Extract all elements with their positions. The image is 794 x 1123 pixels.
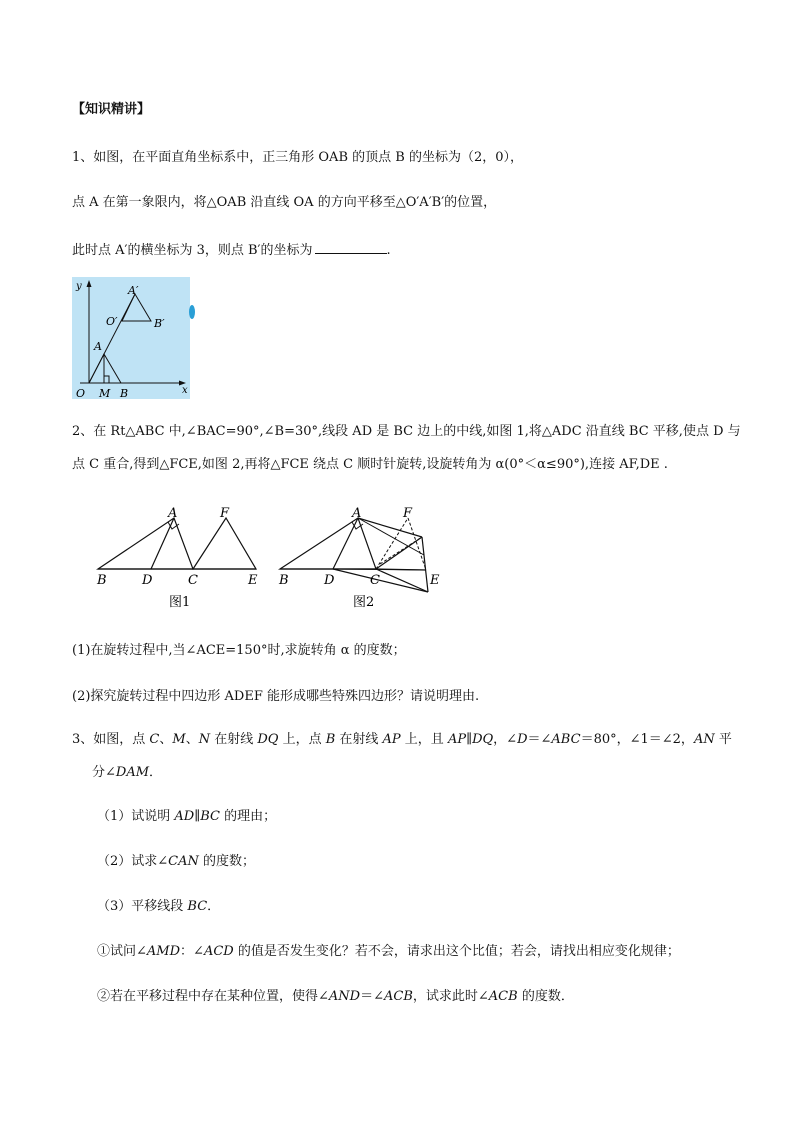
segment-af bbox=[358, 518, 422, 537]
q3-text: 分∠ bbox=[92, 765, 116, 780]
q3-item-2 bbox=[97, 988, 574, 1006]
q3-text: ＝80°，∠1＝∠2， bbox=[580, 732, 694, 747]
q3-var: D bbox=[517, 732, 528, 747]
q3-text: 上，点 bbox=[278, 732, 326, 747]
q3-var: AP bbox=[382, 732, 401, 747]
figure-caption: 图2 bbox=[353, 595, 375, 610]
q3-var: C bbox=[149, 732, 160, 747]
q3-text: ＝∠ bbox=[527, 732, 552, 747]
triangle-fce bbox=[193, 518, 256, 569]
q3-text: ，∠ bbox=[493, 732, 518, 747]
q2-sub-1: (1)在旋转过程中,当∠ACE=150°时,求旋转角 α 的度数； bbox=[72, 643, 406, 658]
label-m: M bbox=[99, 387, 111, 400]
q3-var: ABC bbox=[551, 732, 581, 747]
label-c: C bbox=[188, 573, 198, 588]
q3-text: （3）平移线段 bbox=[97, 899, 188, 914]
q2-line-1: 2、在 Rt△ABC 中,∠BAC=90°,∠B=30°,线段 AD 是 BC 边上的中线,如图 1,将△ADC 沿直线 BC 平移,使点 D 与 bbox=[72, 424, 741, 439]
label-a: A bbox=[168, 506, 178, 521]
q3-text: 的度数； bbox=[198, 854, 256, 869]
q3-text: （2）试求∠ bbox=[97, 854, 169, 869]
q1-figure bbox=[72, 277, 196, 402]
q3-text: ②若在平移过程中存在某种位置，使得∠ bbox=[97, 989, 329, 1004]
q3-text: ，试求此时∠ bbox=[412, 989, 489, 1004]
q3-var: BC bbox=[187, 899, 208, 914]
q1-line-1: 1、如图，在平面直角坐标系中，正三角形 OAB 的顶点 B 的坐标为（2，0）， bbox=[72, 150, 523, 165]
q1-line-3 bbox=[72, 239, 391, 260]
q3-text: 在射线 bbox=[210, 732, 258, 747]
triangle-abc bbox=[280, 518, 376, 569]
segment-fe bbox=[422, 537, 428, 592]
q3-text: （1）试说明 bbox=[97, 809, 175, 824]
q3-item-1 bbox=[97, 943, 680, 961]
q2-figure-2 bbox=[278, 500, 448, 612]
q3-text: ＝∠ bbox=[360, 989, 384, 1004]
label-f: F bbox=[220, 506, 230, 521]
q3-text: ． bbox=[207, 899, 221, 914]
segment-ce bbox=[376, 569, 428, 592]
q3-var: ACB bbox=[384, 989, 413, 1004]
q3-var: ACB bbox=[488, 989, 518, 1004]
q3-var: AP∥DQ bbox=[447, 732, 494, 747]
q1-line-3-text: 此时点 A′的横坐标为 3，则点 B′的坐标为 bbox=[72, 243, 313, 258]
label-a-prime: A′ bbox=[128, 284, 139, 297]
label-o: O bbox=[76, 387, 86, 400]
segment-a-inner bbox=[358, 518, 424, 555]
q3-var: ACD bbox=[203, 944, 234, 959]
q3-var: N bbox=[198, 732, 211, 747]
q3-text: ． bbox=[149, 765, 163, 780]
label-a: A bbox=[94, 340, 102, 353]
q3-var: M bbox=[172, 732, 186, 747]
q3-text: 平 bbox=[714, 732, 732, 747]
segment-de bbox=[333, 569, 428, 592]
label-f: F bbox=[403, 506, 413, 521]
q3-text: 的值是否发生变化？若不会，请求出这个比值；若会，请找出相应变化规律； bbox=[233, 944, 680, 959]
q2-line-2: 点 C 重合,得到△FCE,如图 2,再将△FCE 绕点 C 顺时针旋转,设旋转角为 α(0°＜α≤90°),连接 AF,DE . bbox=[72, 457, 668, 472]
q2-sub-2: (2)探究旋转过程中四边形 ADEF 能形成哪些特殊四边形？请说明理由. bbox=[72, 689, 480, 704]
figure-edge-mark bbox=[189, 305, 195, 319]
label-e: E bbox=[430, 573, 440, 588]
label-d: D bbox=[142, 573, 153, 588]
q3-sub-1 bbox=[97, 808, 276, 826]
q1-line-3-end: . bbox=[386, 243, 391, 258]
q3-text: 、 bbox=[185, 732, 199, 747]
q3-var: DQ bbox=[257, 732, 279, 747]
q3-text: 的理由； bbox=[219, 809, 277, 824]
q3-text: 上，且 bbox=[400, 732, 448, 747]
triangle-abc bbox=[98, 518, 193, 569]
q3-var: AN bbox=[693, 732, 715, 747]
section-title: 【知识精讲】 bbox=[72, 102, 151, 117]
q3-line-2 bbox=[92, 764, 162, 782]
label-b-prime: B′ bbox=[154, 317, 165, 330]
q3-sub-3 bbox=[97, 898, 220, 916]
q3-var: DAM bbox=[115, 765, 150, 780]
q2-figure-1 bbox=[96, 500, 268, 612]
q3-text: ①试问∠ bbox=[97, 944, 147, 959]
label-b: B bbox=[97, 573, 107, 588]
label-d: D bbox=[324, 573, 335, 588]
q3-text: ：∠ bbox=[180, 944, 204, 959]
label-a: A bbox=[352, 506, 362, 521]
label-o-prime: O′ bbox=[106, 315, 118, 328]
label-b: B bbox=[120, 387, 129, 400]
q3-var: AD∥BC bbox=[174, 809, 220, 824]
label-e: E bbox=[248, 573, 258, 588]
label-y: y bbox=[76, 281, 82, 292]
q3-var: AMD bbox=[146, 944, 181, 959]
q3-text: 的度数． bbox=[517, 989, 574, 1004]
q3-line-1 bbox=[72, 731, 732, 749]
label-x: x bbox=[182, 385, 188, 396]
q3-var: AND bbox=[328, 989, 361, 1004]
figure-caption: 图1 bbox=[169, 595, 191, 610]
q3-var: B bbox=[325, 732, 336, 747]
q3-text: 在射线 bbox=[335, 732, 383, 747]
q3-text: 、 bbox=[159, 732, 173, 747]
q3-sub-2 bbox=[97, 853, 255, 871]
label-c: C bbox=[370, 573, 380, 588]
q3-text: 3、如图，点 bbox=[72, 732, 150, 747]
answer-blank[interactable] bbox=[315, 239, 387, 254]
label-b: B bbox=[279, 573, 289, 588]
q1-line-2: 点 A 在第一象限内，将△OAB 沿直线 OA 的方向平移至△O′A′B′的位置， bbox=[72, 195, 497, 210]
q3-var: CAN bbox=[168, 854, 199, 869]
